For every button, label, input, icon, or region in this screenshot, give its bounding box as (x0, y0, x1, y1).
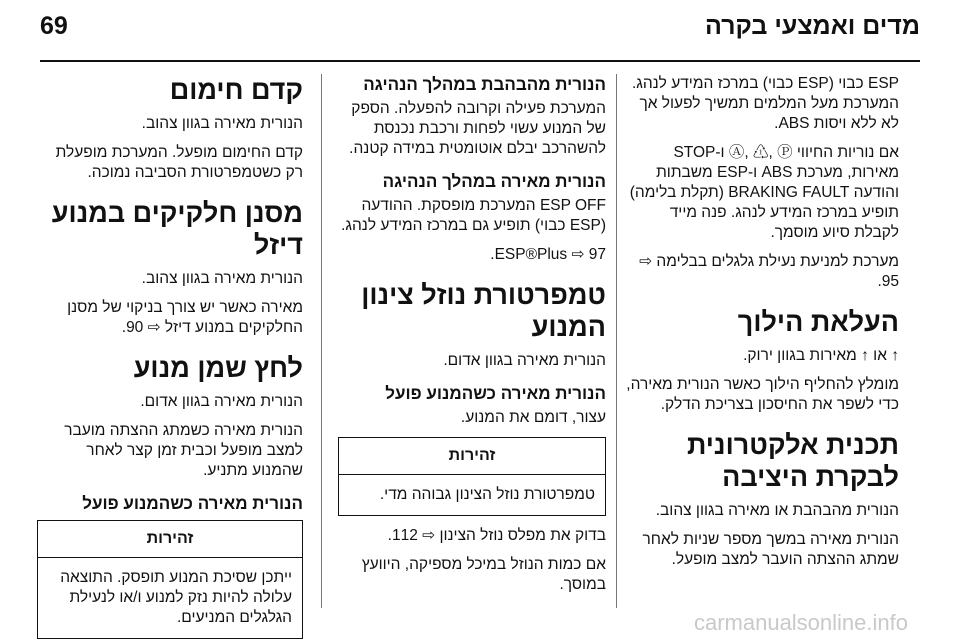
paragraph: הנורית מהבהבת או מאירה בגוון צהוב. (655, 502, 899, 519)
paragraph: מאירה כאשר יש צורך בניקוי של מסנן החלקיקים במנוע דיזל ⇨ 90. (67, 299, 303, 336)
watermark: carmanualsonline.info (693, 610, 908, 635)
section-heading: קדם חימום (169, 75, 303, 105)
paragraph: הנורית מאירה בגוון אדום. (443, 352, 606, 369)
paragraph: אם נוריות החיווי Ⓐ, ♳, Ⓟ ו-STOP מאירות, מערכת ABS ו-ESP משבתות והודעה BRAKING FAULT (תקלת בלימה) תופיע במרכז המידע לנהג. פנה מייד לקבלת סיוע מוסמך. (629, 144, 899, 241)
paragraph: ESP כבוי (ESP כבוי) במרכז המידע לנהג. המערכת מעל המלמים תמשיך לפעול אך לא ללא ויסות ABS. (631, 75, 899, 132)
paragraph: מומלץ להחליף הילוך כאשר הנורית מאירה, כדי לשפר את החיסכון בצריכת הדלק. (626, 376, 899, 413)
section-heading: לחץ שמן מנוע (133, 353, 303, 383)
paragraph: מערכת למניעת נעילת גלגלים בבלימה ⇨ 95. (639, 253, 899, 290)
page-number: 69 (40, 12, 68, 40)
paragraph: המערכת פעילה וקרובה להפעלה. הספק של המנוע עשוי לפחות ורכבת נכנסת להשהרכב יבלם אוטומטית במידה קטנה. (349, 100, 606, 157)
subheading: הנורית מהבהבת במהלך הנהיגה (363, 75, 606, 94)
paragraph: הנורית מאירה כשמתג ההצתה מועבר למצב מופעל וכבית זמן קצר לאחר שהמנוע מתניע. (64, 422, 303, 479)
paragraph: אם כמות הנוזל במיכל מספיקה, היוועץ במוסך. (361, 556, 606, 593)
subheading: הנורית מאירה במהלך הנהיגה (382, 172, 606, 191)
subheading: הנורית מאירה כשהמנוע פועל (385, 384, 606, 403)
column-middle (338, 74, 606, 604)
caution-title: זהירות (339, 438, 605, 475)
caution-box (338, 437, 606, 516)
subheading: הנורית מאירה כשהמנוע פועל (82, 494, 303, 513)
section-heading: תכנית אלקטרונית לבקרת היציבה (686, 430, 899, 492)
header-rule (40, 60, 920, 62)
paragraph: ↑ או ↑ מאירות בגוון ירוק. (743, 347, 899, 364)
section-heading: מסנן חלקיקים במנוע דיזל (51, 198, 303, 260)
paragraph: הנורית מאירה בגוון צהוב. (141, 115, 303, 132)
section-heading: טמפרטורת נוזל צינון המנוע (361, 280, 606, 342)
paragraph: הנורית מאירה בגוון אדום. (140, 393, 303, 410)
column-right (625, 74, 899, 579)
paragraph: עצור, דומם את המנוע. (460, 409, 606, 426)
caution-box (37, 520, 303, 639)
paragraph: ESP OFF המערכת מופסקת. ההודעה (ESP כבוי) תופיע גם במרכז המידע לנהג. (341, 197, 606, 234)
caution-title: זהירות (38, 521, 302, 558)
paragraph: קדם החימום מופעל. המערכת מופעלת רק כשטמפרטורת הסביבה נמוכה. (55, 144, 303, 181)
column-divider (321, 74, 322, 608)
caution-text: טמפרטורת נוזל הצינון גבוהה מדי. (379, 486, 595, 503)
paragraph: ESP®Plus ⇨ 97. (490, 246, 606, 263)
column-left (37, 74, 303, 639)
section-heading: העלאת הילוך (737, 307, 899, 337)
caution-text: ייתכן שסיכת המנוע תופסק. התוצאה עלולה להיות נזק למנוע ו/או לנעילת הגלגלים המניעים. (60, 569, 292, 626)
paragraph: הנורית מאירה בגוון צהוב. (141, 270, 303, 287)
paragraph: הנורית מאירה במשך מספר שניות לאחר שמתג ההצתה הועבר למצב מופעל. (642, 531, 899, 568)
paragraph: בדוק את מפלס נוזל הצינון ⇨ 112. (387, 527, 606, 544)
page-title: מדים ואמצעי בקרה (704, 12, 920, 40)
page-header (0, 0, 960, 58)
column-divider (616, 74, 617, 608)
